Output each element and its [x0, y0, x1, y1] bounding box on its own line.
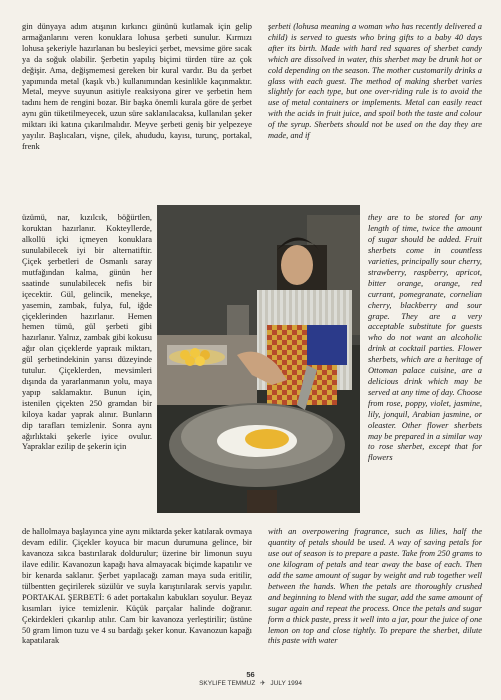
sherbet-chef-photo — [157, 205, 360, 513]
turkish-paragraph-wrap: üzümü, nar, kızılcık, böğürtlen, koruktan hazırlanır. Kokteyllerde, alkollü içki içmeyen konuklara sunulabilecek iyi bir alternatiftir. Çiçek şerbetleri de Osmanlı saray mutfağından kalma, günün her saatinde sunulabilecek nefis bir içecektir. Gül, gelincik, menekşe, yasemin, zambak, fulya, ful, iğde çiçeklerinden hazırlanır. Hemen hemen tümü, gül şerbeti gibi hazırlanır. Yalnız, zambak gibi kokusu ağır olan çiçeklerde yapraık miktarı, gül şerbetindekinin yarısı düzeyinde tutulur. Çiçeklerden, mevsimleri dışında da yararlanmanın yolu, maya yapıp saklamaktır. Bunun için, istenilen çiçekten 250 gramdan bir kiloya kadar yaprak alınır. Bunların dip tarafları temizlenir. Sonra aynı ağırlıktaki şekerle iyice ovulur. Yapraklar ezilip de şekerin için — [22, 213, 152, 452]
english-paragraph-bottom: with an overpowering fragrance, such as lilies, half the quantity of petals should be used. A way of saving petals for use out of season is to prepare a paste. Take from 250 grams to one kilogram of petals and tear away the base of each. Then add the same amount of sugar by weight and rub together well between the hands. When the petals are thoroughly crushed and beginning to blend with the sugar, add the same amount of sugar again and repeat the process. Once the petals and sugar form a thick paste, press it well into a jar, pour the juice of one lemon on top and close tightly. To prepare the sherbet, dilute this paste with water — [268, 527, 482, 646]
english-text-wrap — [368, 205, 482, 473]
publication-name: SKYLIFE TEMMUZ — [199, 680, 256, 687]
page-footer — [0, 670, 501, 687]
turkish-paragraph-top: gin dünyaya adım atışının kırkıncı gününü kutlamak için gelip armağanlarını veren konuklara lohusa şerbeti sunulur. Kırmızı lohusa şekeriyle hazırlanan bu besleyici şerbet, mevsime göre sıcak ya da soğuk olabilir. Şerbetin yapılış biçimi türden türe az çok değişir. Ama, değişmemesi gereken bir kural vardır. Bu da şerbet yapımında metal (kaşık vb.) kullanımından kesinlikle kaçınmaktır. Metal, meyve suyunun asitiyle reaksiyona girer ve şerbetin hem tadını hem de rengini bozar. Bir başka önemli kurala göre de şerbet aynı gün tüketilmeyecek, uzun süre saklanılacaksa, kullanılan şeker miktarı iki katına çıkarılmalıdır. Meyve şerbeti geniş bir yelpezeye yayılır. Başlıcaları, vişne, çilek, ahududu, kayısı, turunç, portakal, frenk — [22, 22, 252, 151]
english-text-column-top — [268, 22, 482, 142]
turkish-text-wrap — [22, 205, 152, 462]
english-text-column-bottom — [268, 519, 482, 656]
page-number: 56 — [246, 670, 255, 679]
english-paragraph-top: şerbeti (lohusa meaning a woman who has recently delivered a child) is served to guests who bring gifts to a baby 40 days after its birth. Made with hard red squares of sherbet candy which are dissolved in water, this sherbet may be drunk hot or cold depending on the season. The mother customarily drinks a glass with each guest. The method of making sherbet varies slightly for each type, but one over-riding rule is to avoid the use of metal containers or implements. Metal can easily react with the acids in fruit juice, and spoil both the taste and colour of the syrup. Sherbets should not be used on the day they are made, and if — [268, 22, 482, 141]
turkish-text-column-top — [22, 22, 252, 153]
english-paragraph-wrap: they are to be stored for any length of time, twice the amount of sugar should be added. Fruit sherbets come in countless varieties, principally sour cherry, strawberry, raspberry, apricot, bitter orange, orange, red currant, pomegranate, cornelian cherry, blackberry and sour grape. They are a very acceptable substitute for guests who do not want an alcoholic drink at cocktail parties. Flower sherbets, which are a heritage of Ottoman palace cuisine, are a delicious drink which may be served at any time of day. Choose from rose, poppy, violet, jasmine, lily, jonquil, Arabian jasmine, or oleaster. Other flower sherbets may be prepared in a similar way to rose sherbet, except that for flowers — [368, 213, 482, 463]
chef-illustration — [157, 205, 360, 513]
issue-date: JULY 1994 — [270, 680, 302, 687]
airplane-icon: ✈ — [260, 680, 266, 687]
turkish-paragraph-bottom: de hallolmaya başlayınca yine aynı miktarda şeker katılarak ovmaya devam edilir. Çiçekler koyuca bir macun durumuna gelince, bir kavanoza sıkca bastırılarak doldurulur; üzerine bir limonun suyu ilave edilir. Kavanozun kapağı hava almayacak biçimde kapatılır ve bir kenarda saklanır. Şerbet yapılacağı zaman maya suda eritilir, tülbentten geçirilerek süzülür ve suyla karıştırılarak servis yapılır. PORTAKAL ŞERBETİ: 6 adet portakalın kabukları soyulur. Beyaz kısımları iyice temizlenir. Küçük parçalar halinde doğranır. Çekirdekleri çıkarılıp atılır. Cam bir kavanoza yerleştirilir; üstüne 50 gram limon tuzu ve 4 su bardağı şeker konur. Kavanozun kapağı kapatılarak — [22, 527, 252, 646]
turkish-text-column-bottom — [22, 519, 252, 656]
